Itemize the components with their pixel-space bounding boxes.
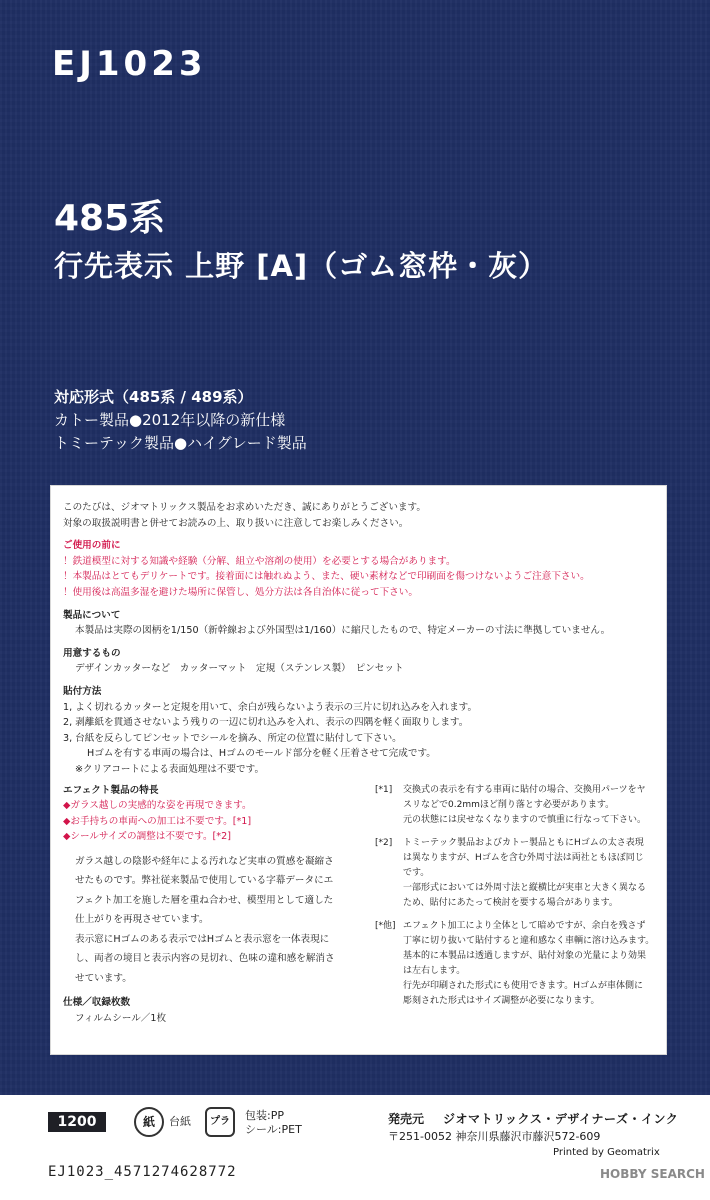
note-line: 交換式の表示を有する車両に貼付の場合、交換用パーツをヤ	[403, 784, 646, 795]
printed-by: Printed by Geomatrix	[553, 1147, 660, 1158]
effect-description-line: 表示窓にHゴムのある表示ではHゴムと表示窓を一体表現に	[75, 933, 330, 945]
note-line: トミーテック製品およびカトー製品ともにHゴムの太さ表現	[403, 837, 644, 848]
product-code: EJ1023	[52, 44, 207, 84]
note-2	[375, 836, 654, 911]
publisher-address: 〒251-0052 神奈川県藤沢市藤沢572-609	[388, 1130, 601, 1143]
notes-column	[371, 783, 654, 1027]
spec-text: フィルムシール／1枚	[75, 1012, 167, 1024]
note-mark: [*他]	[375, 920, 396, 931]
effect-description-line: せています。	[75, 972, 132, 984]
caution-line: ！鉄道模型に対する知識や経験（分解、組立や溶剤の使用）を必要とする場合があります。	[63, 555, 456, 567]
note-line: 基本的に本製品は透過しますが、貼付対象の光量により効果	[403, 950, 647, 961]
compatibility-block	[54, 386, 307, 455]
caution-line: ！使用後は高温多湿を避けた場所に保管し、処分方法は各自治体に従って下さい。	[63, 586, 418, 598]
barcode-number: EJ1023_4571274628772	[48, 1164, 237, 1180]
tools-heading: 用意するもの	[63, 647, 121, 659]
publisher-name: ジオマトリックス・デザイナーズ・インク	[443, 1112, 679, 1126]
effect-description-line: 仕上がりを再現させています。	[75, 914, 209, 926]
note-line: スリなどで0.2mmほど削り落とす必要があります。	[403, 799, 615, 810]
publisher-label: 発売元	[388, 1112, 425, 1126]
caution-line: ！本製品はとてもデリケートです。接着面には触れぬよう、また、硬い素材などで印刷面を傷つけないようご注意下さい。	[63, 571, 590, 583]
about-text: 本製品は実際の図柄を1/150（新幹線および外国型は1/160）に縮尺したもので、特定メーカーの寸法に準拠していません。	[75, 625, 611, 637]
compatibility-line: カトー製品●2012年以降の新仕様	[54, 411, 286, 429]
note-line: エフェクト加工により全体として暗めですが、余白を残さず	[403, 920, 646, 931]
note-line: は異なりますが、Hゴムを含む外周寸法は両社ともほぼ同じ	[403, 852, 644, 863]
paper-recycle-icon: 紙	[134, 1107, 164, 1137]
note-1	[375, 783, 654, 828]
note-line: です。	[403, 867, 430, 878]
tools-text: デザインカッターなど カッターマット 定規（ステンレス製） ピンセット	[75, 663, 404, 675]
effect-columns	[63, 783, 654, 1027]
note-line: 一部形式においては外周寸法と縦横比が実車と大きく異なる	[403, 882, 647, 893]
note-line: 行先が印刷された形式にも使用できます。Hゴムが車体側に	[403, 980, 644, 991]
effect-feature: ◆お手持ちの車両への加工は不要です。[*1]	[63, 815, 252, 827]
note-line: 元の状態には戻せなくなりますので慎重に行なって下さい。	[403, 814, 647, 825]
package-footer	[0, 1095, 710, 1200]
intro-line: このたびは、ジオマトリックス製品をお求めいただき、誠にありがとうございます。	[63, 502, 426, 513]
series-title: 485系	[54, 198, 166, 239]
note-3	[375, 919, 654, 1009]
effect-description-line: フェクト加工を施した層を重ね合わせ、模型用として適した	[75, 894, 334, 906]
about-heading: 製品について	[63, 609, 121, 621]
note-line: 丁寧に切り抜いて貼付すると違和感なく車輌に溶け込みます。	[403, 935, 655, 946]
price-badge: 1200	[48, 1112, 106, 1132]
compatibility-heading: 対応形式（485系 / 489系）	[54, 388, 253, 406]
effect-description-line: ガラス越しの陰影や経年による汚れなど実車の質感を凝縮さ	[75, 855, 334, 867]
plastic-recycle-icon: プラ	[205, 1107, 235, 1137]
watermark: HOBBY SEARCH	[600, 1167, 705, 1181]
apply-step: 2, 剥離紙を貫通させないよう残りの一辺に切れ込みを入れ、表示の四隅を軽く面取りします。	[63, 717, 469, 729]
note-line: 彫刻された形式はサイズ調整が必要になります。	[403, 995, 600, 1006]
product-subtitle: 行先表示 上野 [A]（ゴム窓枠・灰）	[54, 249, 549, 283]
instruction-panel	[50, 485, 667, 1055]
note-mark: [*1]	[375, 784, 393, 795]
note-mark: [*2]	[375, 837, 393, 848]
effect-heading: エフェクト製品の特長	[63, 784, 159, 796]
apply-note: Hゴムを有する車両の場合は、Hゴムのモールド部分を軽く圧着させて完成です。	[87, 748, 436, 760]
paper-recycle-label: 台紙	[169, 1115, 191, 1128]
plastic-recycle-label: 包装:PP	[245, 1109, 284, 1122]
intro-line: 対象の取扱説明書と併せてお読みの上、取り扱いに注意してお楽しみください。	[63, 517, 409, 529]
effect-left-column	[63, 783, 371, 1027]
effect-description-line: せたものです。弊社従来製品で使用している字幕データにエ	[75, 875, 334, 887]
effect-description	[63, 852, 371, 989]
compatibility-line: トミーテック製品●ハイグレード製品	[54, 434, 307, 452]
note-line: ため、貼付にあたって検討を要する場合があります。	[403, 897, 618, 908]
apply-step: 1, よく切れるカッターと定規を用いて、余白が残らないよう表示の三片に切れ込みを入れます。	[63, 701, 478, 713]
apply-note: ※クリアコートによる表面処理は不要です。	[75, 763, 265, 775]
note-line: は左右します。	[403, 965, 466, 976]
apply-step: 3, 台紙を反らしてピンセットでシールを摘み、所定の位置に貼付して下さい。	[63, 732, 402, 744]
apply-heading: 貼付方法	[63, 685, 102, 697]
effect-feature: ◆シールサイズの調整は不要です。[*2]	[63, 831, 231, 843]
effect-description-line: し、両者の境目と表示内容の見切れ、色味の違和感を解消さ	[75, 953, 335, 965]
plastic-recycle-label: シール:PET	[245, 1123, 302, 1136]
spec-heading: 仕様／収録枚数	[63, 997, 131, 1009]
effect-feature: ◆ガラス越しの実感的な姿を再現できます。	[63, 800, 252, 812]
caution-heading: ご使用の前に	[63, 540, 121, 552]
